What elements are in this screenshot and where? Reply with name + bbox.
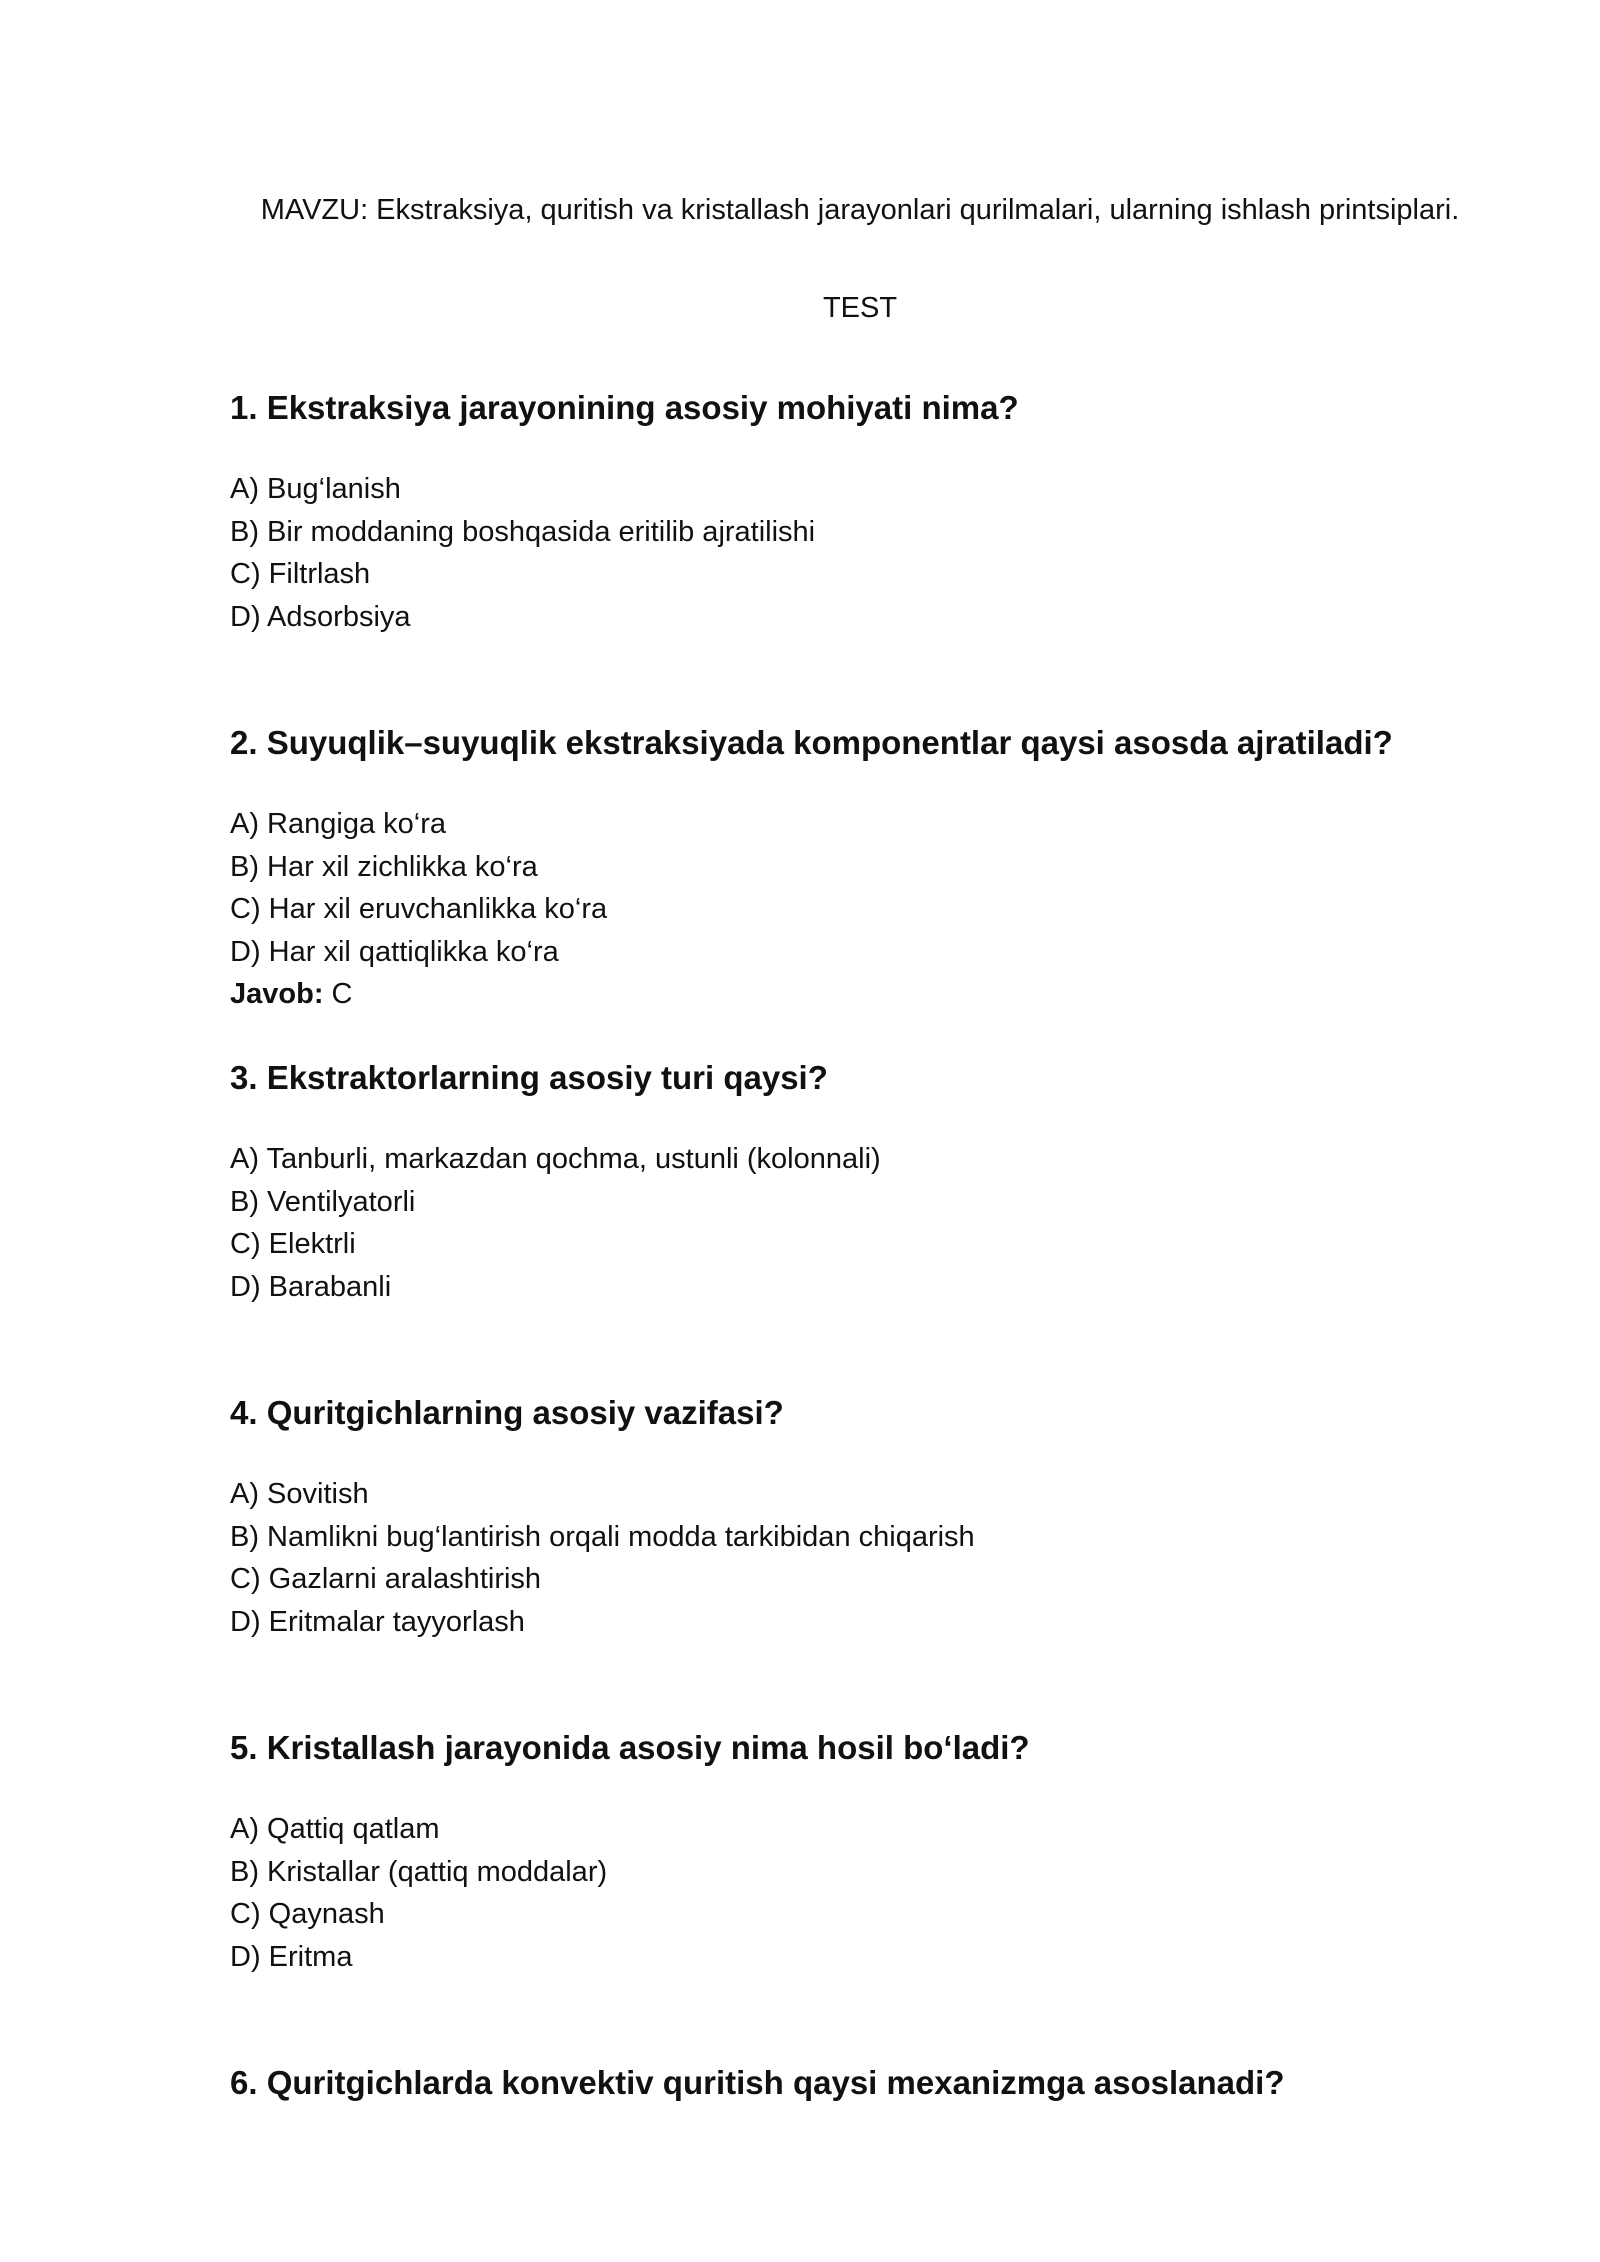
options-list — [230, 1808, 1530, 1978]
option-b: B) Har xil zichlikka ko‘ra — [230, 850, 538, 883]
question-6 — [230, 2063, 1530, 2103]
option-a: A) Bug‘lanish — [230, 473, 401, 505]
answer-label: Javob: — [230, 978, 324, 1010]
options-list — [230, 1473, 1530, 1643]
option-b: B) Ventilyatorli — [230, 1185, 416, 1218]
question-text: 1. Ekstraksiya jarayonining asosiy mohiyati nima? — [230, 389, 1019, 426]
question-text: 6. Quritgichlarda konvektiv quritish qaysi mexanizmga asoslanadi? — [230, 2064, 1285, 2101]
question-text: 3. Ekstraktorlarning asosiy turi qaysi? — [230, 1059, 828, 1096]
answer-line — [230, 973, 1530, 1016]
option-b: B) Bir moddaning boshqasida eritilib ajratilishi — [230, 515, 816, 548]
question-1 — [230, 388, 1530, 638]
answer-value: C — [323, 978, 353, 1010]
option-a: A) Sovitish — [230, 1478, 369, 1510]
option-a: A) Rangiga ko‘ra — [230, 808, 446, 840]
option-d: D) Har xil qattiqlikka ko‘ra — [230, 935, 559, 968]
option-c: C) Qaynash — [230, 1898, 385, 1930]
topic-heading: MAVZU: Ekstraksiya, quritish va kristallash jarayonlari qurilmalari, ularning ishlash printsiplari. — [260, 194, 1460, 226]
option-d: D) Eritma — [230, 1940, 353, 1973]
option-a: A) Qattiq qatlam — [230, 1813, 440, 1845]
question-3 — [230, 1058, 1530, 1308]
question-text: 2. Suyuqlik–suyuqlik ekstraksiyada komponentlar qaysi asosda ajratiladi? — [230, 724, 1393, 761]
option-d: D) Adsorbsiya — [230, 600, 411, 633]
option-c: C) Elektrli — [230, 1228, 356, 1260]
question-4 — [230, 1393, 1530, 1643]
options-list — [230, 1138, 1530, 1308]
options-list — [230, 803, 1530, 973]
options-list — [230, 468, 1530, 638]
option-c: C) Filtrlash — [230, 558, 371, 590]
option-a: A) Tanburli, markazdan qochma, ustunli (kolonnali) — [230, 1143, 881, 1175]
option-d: D) Barabanli — [230, 1270, 392, 1303]
question-5 — [230, 1728, 1530, 1978]
test-title: TEST — [822, 292, 898, 324]
question-2 — [230, 723, 1530, 1016]
option-c: C) Gazlarni aralashtirish — [230, 1563, 542, 1595]
question-text: 4. Quritgichlarning asosiy vazifasi? — [230, 1394, 784, 1431]
option-b: B) Kristallar (qattiq moddalar) — [230, 1855, 608, 1888]
option-c: C) Har xil eruvchanlikka ko‘ra — [230, 893, 608, 925]
question-text: 5. Kristallash jarayonida asosiy nima hosil bo‘ladi? — [230, 1729, 1030, 1766]
option-b: B) Namlikni bug‘lantirish orqali modda tarkibidan chiqarish — [230, 1520, 975, 1553]
option-d: D) Eritmalar tayyorlash — [230, 1605, 525, 1638]
